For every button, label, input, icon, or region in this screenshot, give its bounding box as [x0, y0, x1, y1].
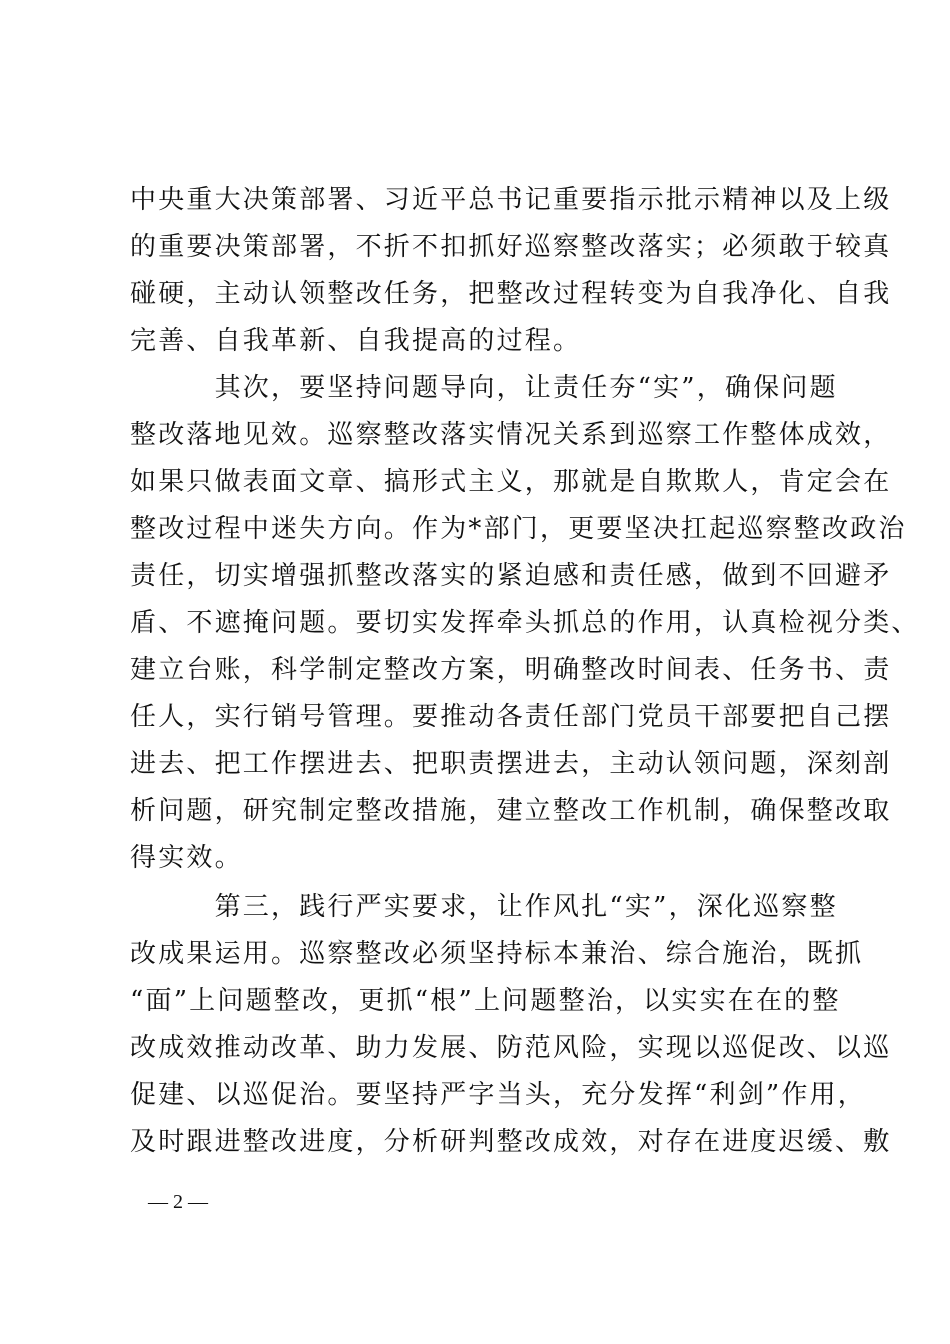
text-line: 析问题，研究制定整改措施，建立整改工作机制，确保整改取 [130, 796, 892, 826]
document-body [130, 182, 920, 1171]
text-line: 如果只做表面文章、搞形式主义，那就是自欺欺人，肯定会在 [130, 467, 892, 497]
text-line: 得实效。 [130, 843, 243, 873]
text-line: “面”上问题整改，更抓“根”上问题整治，以实实在在的整 [130, 986, 841, 1016]
page-number: — 2 — [148, 1191, 208, 1213]
text-line: 任人，实行销号管理。要推动各责任部门党员干部要把自己摆 [130, 702, 892, 732]
text-line: 建立台账，科学制定整改方案，明确整改时间表、任务书、责 [130, 655, 892, 685]
text-line: 责任，切实增强抓整改落实的紧迫感和责任感，做到不回避矛 [130, 561, 892, 591]
text-line: 促建、以巡促治。要坚持严字当头，充分发挥“利剑”作用， [130, 1080, 866, 1110]
text-line: 的重要决策部署，不折不扣抓好巡察整改落实；必须敢于较真 [130, 232, 892, 262]
text-line: 盾、不遮掩问题。要切实发挥牵头抓总的作用，认真检视分类、 [130, 608, 920, 638]
text-line: 改成果运用。巡察整改必须坚持标本兼治、综合施治，既抓 [130, 939, 864, 969]
text-line: 进去、把工作摆进去、把职责摆进去，主动认领问题，深刻剖 [130, 749, 892, 779]
text-line: 碰硬，主动认领整改任务，把整改过程转变为自我净化、自我 [130, 279, 892, 309]
text-line: 整改落地见效。巡察整改落实情况关系到巡察工作整体成效， [130, 420, 892, 450]
text-line: 改成效推动改革、助力发展、防范风险，实现以巡促改、以巡 [130, 1033, 892, 1063]
paragraph-start-line: 其次，要坚持问题导向，让责任夯“实”，确保问题 [130, 373, 838, 403]
text-line: 完善、自我革新、自我提高的过程。 [130, 326, 582, 356]
paragraph-start-line: 第三，践行严实要求，让作风扎“实”，深化巡察整 [130, 892, 838, 922]
text-line: 整改过程中迷失方向。作为*部门，更要坚决扛起巡察整改政治 [130, 514, 907, 544]
text-line: 及时跟进整改进度，分析研判整改成效，对存在进度迟缓、敷 [130, 1127, 892, 1157]
text-line: 中央重大决策部署、习近平总书记重要指示批示精神以及上级 [130, 185, 892, 215]
